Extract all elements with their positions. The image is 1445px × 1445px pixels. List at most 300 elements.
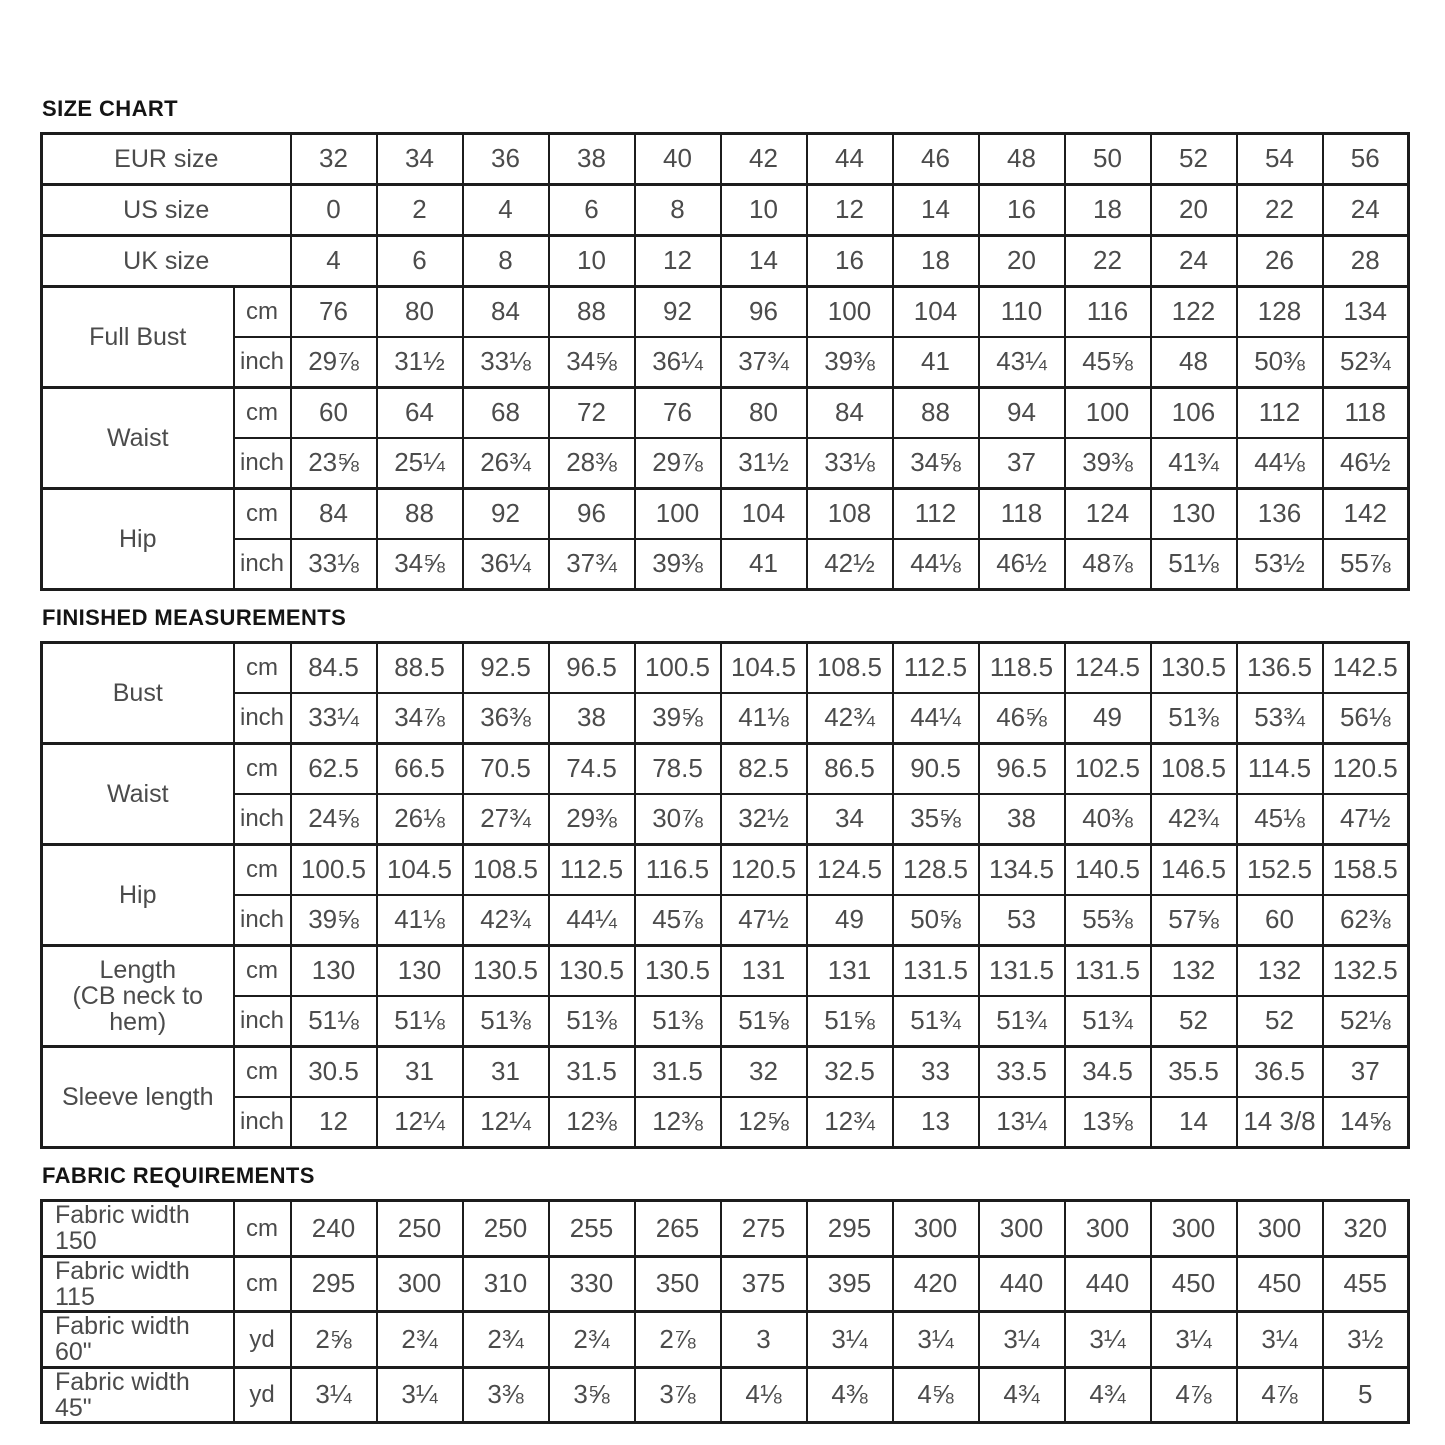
row-label-cell: UK size [42,236,291,287]
table-row [42,287,1409,338]
value-cell: 130.5 [1151,643,1237,694]
value-cell: 108.5 [1151,744,1237,795]
table-row [42,134,1409,185]
value-cell: 84 [807,388,893,439]
value-cell: 140.5 [1065,845,1151,896]
value-cell: 300 [1237,1201,1323,1257]
value-cell: 23⅝ [291,438,377,489]
unit-cell: cm [234,388,291,439]
value-cell: 130 [291,946,377,997]
value-cell: 20 [1151,185,1237,236]
value-cell: 39⅜ [635,539,721,590]
value-cell: 14 [721,236,807,287]
value-cell: 134.5 [979,845,1065,896]
table-row [42,1047,1409,1098]
value-cell: 82.5 [721,744,807,795]
value-cell: 310 [463,1256,549,1312]
value-cell: 116 [1065,287,1151,338]
unit-cell: cm [234,946,291,997]
table-row [42,693,1409,744]
value-cell: 100.5 [291,845,377,896]
value-cell: 55⅜ [1065,895,1151,946]
fabric-requirements-table [40,1199,1410,1424]
value-cell: 51⅛ [291,996,377,1047]
value-cell: 152.5 [1237,845,1323,896]
table-row [42,1312,1409,1368]
value-cell: 37 [979,438,1065,489]
value-cell: 36¼ [635,337,721,388]
value-cell: 250 [463,1201,549,1257]
value-cell: 130 [377,946,463,997]
value-cell: 3 [721,1312,807,1368]
value-cell: 2 [377,185,463,236]
unit-cell: inch [234,337,291,388]
unit-cell: cm [234,1047,291,1098]
value-cell: 14 3/8 [1237,1097,1323,1148]
value-cell: 54 [1237,134,1323,185]
value-cell: 41⅛ [721,693,807,744]
value-cell: 47½ [1323,794,1409,845]
value-cell: 40⅜ [1065,794,1151,845]
value-cell: 12 [635,236,721,287]
value-cell: 8 [463,236,549,287]
value-cell: 42 [721,134,807,185]
value-cell: 102.5 [1065,744,1151,795]
value-cell: 375 [721,1256,807,1312]
value-cell: 72 [549,388,635,439]
value-cell: 51⅜ [635,996,721,1047]
value-cell: 13⅝ [1065,1097,1151,1148]
table-row [42,946,1409,997]
value-cell: 51⅝ [721,996,807,1047]
value-cell: 13¼ [979,1097,1065,1148]
value-cell: 250 [377,1201,463,1257]
value-cell: 84 [291,489,377,540]
value-cell: 12¼ [377,1097,463,1148]
value-cell: 16 [807,236,893,287]
value-cell: 33 [893,1047,979,1098]
value-cell: 3⅝ [549,1367,635,1423]
value-cell: 110 [979,287,1065,338]
value-cell: 13 [893,1097,979,1148]
value-cell: 80 [377,287,463,338]
value-cell: 4 [463,185,549,236]
value-cell: 10 [721,185,807,236]
value-cell: 255 [549,1201,635,1257]
value-cell: 32 [291,134,377,185]
table-row [42,1201,1409,1257]
value-cell: 3¼ [1151,1312,1237,1368]
value-cell: 12 [291,1097,377,1148]
value-cell: 32.5 [807,1047,893,1098]
value-cell: 70.5 [463,744,549,795]
value-cell: 112.5 [893,643,979,694]
value-cell: 104 [893,287,979,338]
value-cell: 44 [807,134,893,185]
value-cell: 114.5 [1237,744,1323,795]
value-cell: 300 [1065,1201,1151,1257]
value-cell: 136 [1237,489,1323,540]
value-cell: 4¾ [979,1367,1065,1423]
value-cell: 100.5 [635,643,721,694]
value-cell: 41 [721,539,807,590]
value-cell: 131 [721,946,807,997]
value-cell: 118.5 [979,643,1065,694]
value-cell: 51⅝ [807,996,893,1047]
value-cell: 10 [549,236,635,287]
value-cell: 29⅜ [549,794,635,845]
value-cell: 18 [893,236,979,287]
value-cell: 131.5 [893,946,979,997]
value-cell: 84 [463,287,549,338]
value-cell: 158.5 [1323,845,1409,896]
value-cell: 51¾ [979,996,1065,1047]
value-cell: 3¼ [893,1312,979,1368]
value-cell: 108.5 [807,643,893,694]
value-cell: 395 [807,1256,893,1312]
value-cell: 320 [1323,1201,1409,1257]
value-cell: 51⅜ [1151,693,1237,744]
value-cell: 295 [291,1256,377,1312]
value-cell: 112 [893,489,979,540]
value-cell: 12¾ [807,1097,893,1148]
value-cell: 100 [1065,388,1151,439]
value-cell: 86.5 [807,744,893,795]
value-cell: 34⅞ [377,693,463,744]
value-cell: 134 [1323,287,1409,338]
value-cell: 51⅛ [377,996,463,1047]
value-cell: 2¾ [549,1312,635,1368]
unit-cell: yd [234,1312,291,1368]
unit-cell: cm [234,1201,291,1257]
value-cell: 3½ [1323,1312,1409,1368]
value-cell: 68 [463,388,549,439]
value-cell: 300 [377,1256,463,1312]
value-cell: 31½ [377,337,463,388]
value-cell: 132 [1237,946,1323,997]
value-cell: 52 [1237,996,1323,1047]
value-cell: 39⅝ [291,895,377,946]
value-cell: 51¾ [893,996,979,1047]
value-cell: 96 [721,287,807,338]
unit-cell: inch [234,794,291,845]
value-cell: 108.5 [463,845,549,896]
value-cell: 30⅞ [635,794,721,845]
value-cell: 46⅝ [979,693,1065,744]
value-cell: 31 [463,1047,549,1098]
value-cell: 37 [1323,1047,1409,1098]
value-cell: 2⅞ [635,1312,721,1368]
value-cell: 74.5 [549,744,635,795]
value-cell: 108 [807,489,893,540]
value-cell: 51⅜ [463,996,549,1047]
value-cell: 42¾ [1151,794,1237,845]
value-cell: 96.5 [979,744,1065,795]
table-row [42,845,1409,896]
value-cell: 96 [549,489,635,540]
value-cell: 128 [1237,287,1323,338]
value-cell: 32 [721,1047,807,1098]
fabric-requirements-title: FABRIC REQUIREMENTS [42,1163,315,1188]
value-cell: 88.5 [377,643,463,694]
value-cell: 34 [377,134,463,185]
unit-cell: cm [234,287,291,338]
value-cell: 45⅝ [1065,337,1151,388]
value-cell: 25¼ [377,438,463,489]
value-cell: 41⅛ [377,895,463,946]
value-cell: 53¾ [1237,693,1323,744]
unit-cell: cm [234,744,291,795]
value-cell: 45⅛ [1237,794,1323,845]
value-cell: 30.5 [291,1047,377,1098]
table-row [42,489,1409,540]
value-cell: 46½ [979,539,1065,590]
value-cell: 12⅜ [549,1097,635,1148]
value-cell: 104 [721,489,807,540]
value-cell: 92 [635,287,721,338]
value-cell: 3⅜ [463,1367,549,1423]
value-cell: 62⅜ [1323,895,1409,946]
value-cell: 33⅛ [807,438,893,489]
value-cell: 66.5 [377,744,463,795]
value-cell: 240 [291,1201,377,1257]
value-cell: 51⅛ [1151,539,1237,590]
row-label-cell: US size [42,185,291,236]
value-cell: 24⅝ [291,794,377,845]
value-cell: 8 [635,185,721,236]
table-row [42,996,1409,1047]
value-cell: 27¾ [463,794,549,845]
value-cell: 50⅝ [893,895,979,946]
value-cell: 49 [807,895,893,946]
value-cell: 440 [1065,1256,1151,1312]
value-cell: 56⅛ [1323,693,1409,744]
value-cell: 455 [1323,1256,1409,1312]
value-cell: 300 [893,1201,979,1257]
value-cell: 94 [979,388,1065,439]
value-cell: 104.5 [377,845,463,896]
row-label-cell: Bust [42,643,234,744]
value-cell: 16 [979,185,1065,236]
value-cell: 34.5 [1065,1047,1151,1098]
table-row [42,388,1409,439]
unit-cell: cm [234,643,291,694]
value-cell: 35⅝ [893,794,979,845]
value-cell: 44⅛ [1237,438,1323,489]
value-cell: 34⅝ [377,539,463,590]
value-cell: 0 [291,185,377,236]
value-cell: 18 [1065,185,1151,236]
value-cell: 62.5 [291,744,377,795]
size-chart-title: SIZE CHART [42,96,178,121]
value-cell: 14⅝ [1323,1097,1409,1148]
value-cell: 48 [979,134,1065,185]
table-row [42,438,1409,489]
row-label-cell: Waist [42,388,234,489]
value-cell: 295 [807,1201,893,1257]
value-cell: 2¾ [463,1312,549,1368]
value-cell: 44¼ [549,895,635,946]
value-cell: 4⅞ [1151,1367,1237,1423]
value-cell: 31½ [721,438,807,489]
value-cell: 6 [549,185,635,236]
value-cell: 4⅝ [893,1367,979,1423]
value-cell: 60 [1237,895,1323,946]
value-cell: 35.5 [1151,1047,1237,1098]
table-row [42,1256,1409,1312]
value-cell: 118 [979,489,1065,540]
value-cell: 29⅞ [291,337,377,388]
unit-cell: cm [234,489,291,540]
table-row [42,1097,1409,1148]
value-cell: 39⅜ [1065,438,1151,489]
value-cell: 3¼ [807,1312,893,1368]
value-cell: 42¾ [807,693,893,744]
value-cell: 4⅛ [721,1367,807,1423]
table-row [42,744,1409,795]
value-cell: 128.5 [893,845,979,896]
value-cell: 130.5 [635,946,721,997]
unit-cell: inch [234,438,291,489]
value-cell: 142 [1323,489,1409,540]
value-cell: 131.5 [979,946,1065,997]
row-label-cell: Hip [42,845,234,946]
value-cell: 60 [291,388,377,439]
value-cell: 53 [979,895,1065,946]
row-label-cell: EUR size [42,134,291,185]
table-row [42,643,1409,694]
value-cell: 34⅝ [893,438,979,489]
value-cell: 3¼ [979,1312,1065,1368]
value-cell: 52¾ [1323,337,1409,388]
value-cell: 265 [635,1201,721,1257]
value-cell: 131.5 [1065,946,1151,997]
unit-cell: cm [234,1256,291,1312]
value-cell: 31 [377,1047,463,1098]
value-cell: 78.5 [635,744,721,795]
row-label-cell: Hip [42,489,234,590]
unit-cell: cm [234,845,291,896]
value-cell: 36 [463,134,549,185]
value-cell: 420 [893,1256,979,1312]
value-cell: 22 [1237,185,1323,236]
value-cell: 36.5 [1237,1047,1323,1098]
value-cell: 112 [1237,388,1323,439]
value-cell: 92 [463,489,549,540]
value-cell: 80 [721,388,807,439]
value-cell: 2¾ [377,1312,463,1368]
value-cell: 142.5 [1323,643,1409,694]
value-cell: 39⅝ [635,693,721,744]
value-cell: 37¾ [721,337,807,388]
table-row [42,539,1409,590]
value-cell: 33.5 [979,1047,1065,1098]
value-cell: 34 [807,794,893,845]
row-label-cell: Full Bust [42,287,234,388]
value-cell: 36¼ [463,539,549,590]
value-cell: 64 [377,388,463,439]
value-cell: 28 [1323,236,1409,287]
unit-cell: inch [234,996,291,1047]
value-cell: 88 [893,388,979,439]
value-cell: 12⅝ [721,1097,807,1148]
unit-cell: inch [234,895,291,946]
value-cell: 120.5 [1323,744,1409,795]
value-cell: 41¾ [1151,438,1237,489]
value-cell: 12⅜ [635,1097,721,1148]
value-cell: 118 [1323,388,1409,439]
row-label-cell: Waist [42,744,234,845]
value-cell: 3¼ [377,1367,463,1423]
value-cell: 132.5 [1323,946,1409,997]
value-cell: 49 [1065,693,1151,744]
table-row [42,236,1409,287]
value-cell: 3¼ [1237,1312,1323,1368]
value-cell: 26¾ [463,438,549,489]
value-cell: 24 [1323,185,1409,236]
value-cell: 130 [1151,489,1237,540]
value-cell: 3¼ [1065,1312,1151,1368]
value-cell: 57⅝ [1151,895,1237,946]
value-cell: 350 [635,1256,721,1312]
value-cell: 132 [1151,946,1237,997]
row-label-cell: Fabric width 115 [42,1256,234,1312]
value-cell: 124.5 [1065,643,1151,694]
value-cell: 100 [635,489,721,540]
table-row [42,1367,1409,1423]
table-row [42,185,1409,236]
value-cell: 55⅞ [1323,539,1409,590]
value-cell: 440 [979,1256,1065,1312]
value-cell: 28⅜ [549,438,635,489]
value-cell: 4¾ [1065,1367,1151,1423]
finished-measurements-title: FINISHED MEASUREMENTS [42,605,347,630]
value-cell: 53½ [1237,539,1323,590]
value-cell: 96.5 [549,643,635,694]
value-cell: 52 [1151,996,1237,1047]
value-cell: 92.5 [463,643,549,694]
row-label-cell: Sleeve length [42,1047,234,1148]
value-cell: 24 [1151,236,1237,287]
value-cell: 50 [1065,134,1151,185]
value-cell: 26 [1237,236,1323,287]
value-cell: 120.5 [721,845,807,896]
value-cell: 130.5 [549,946,635,997]
value-cell: 12¼ [463,1097,549,1148]
value-cell: 52 [1151,134,1237,185]
finished-measurements-table [40,641,1410,1149]
value-cell: 39⅜ [807,337,893,388]
value-cell: 40 [635,134,721,185]
value-cell: 131 [807,946,893,997]
value-cell: 3⅞ [635,1367,721,1423]
value-cell: 22 [1065,236,1151,287]
value-cell: 51¾ [1065,996,1151,1047]
value-cell: 33⅛ [463,337,549,388]
value-cell: 4⅜ [807,1367,893,1423]
value-cell: 31.5 [549,1047,635,1098]
value-cell: 450 [1151,1256,1237,1312]
value-cell: 12 [807,185,893,236]
value-cell: 100 [807,287,893,338]
unit-cell: inch [234,1097,291,1148]
value-cell: 84.5 [291,643,377,694]
value-cell: 45⅞ [635,895,721,946]
value-cell: 43¼ [979,337,1065,388]
value-cell: 14 [1151,1097,1237,1148]
unit-cell: yd [234,1367,291,1423]
value-cell: 4⅞ [1237,1367,1323,1423]
